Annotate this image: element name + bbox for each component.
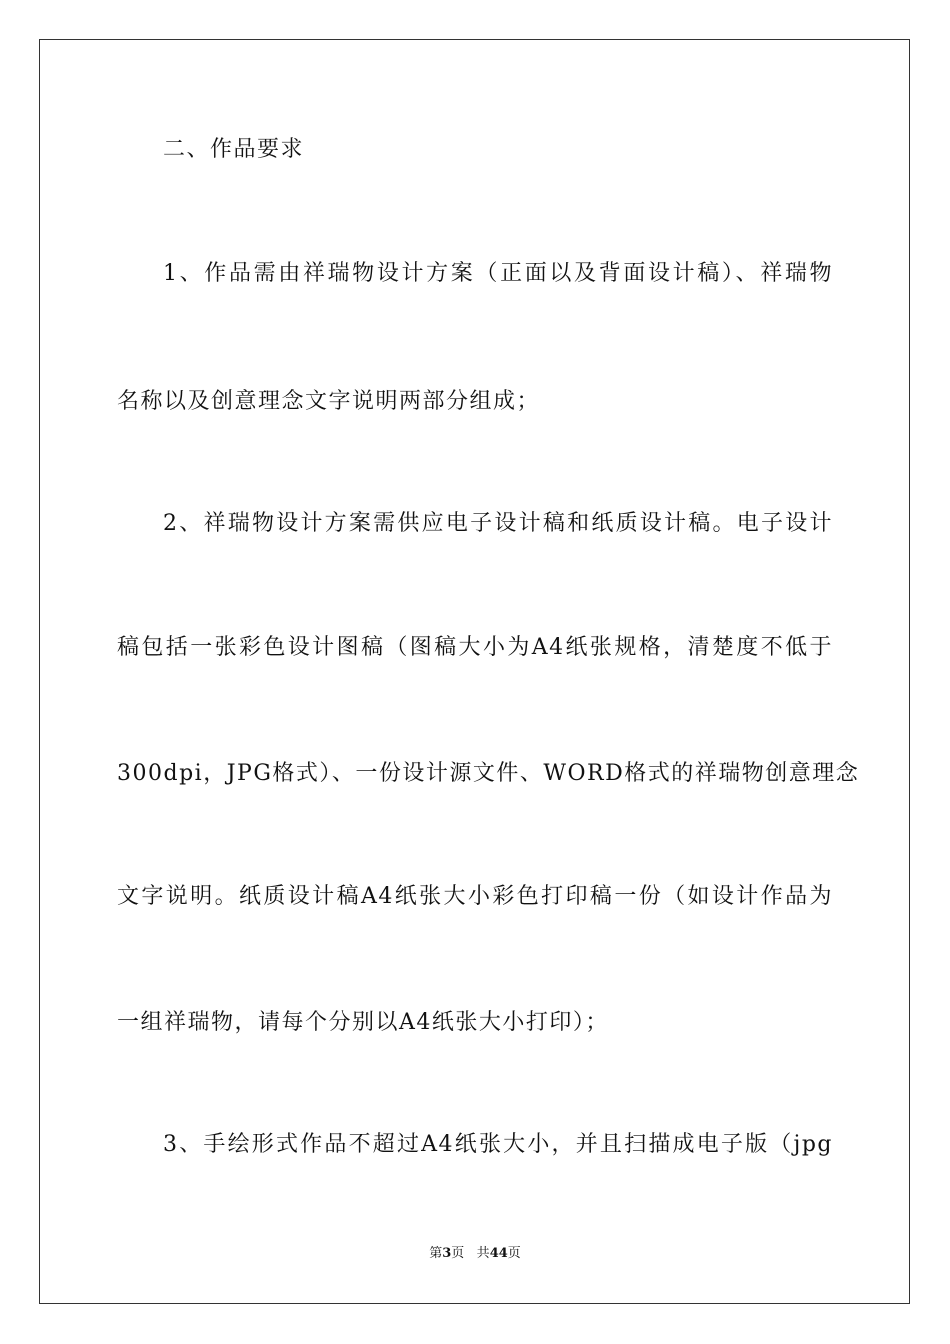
footer-total-suffix: 页 <box>507 1246 521 1261</box>
paragraph-line-1: 1、作品需由祥瑞物设计方案（正面以及背面设计稿）、祥瑞物 <box>163 261 833 286</box>
footer-page-word: 页 <box>451 1246 465 1261</box>
paragraph-line-7: 一组祥瑞物，请每个分别以A4纸张大小打印）； <box>117 1010 609 1035</box>
paragraph-line-3: 2、祥瑞物设计方案需供应电子设计稿和纸质设计稿。电子设计 <box>163 511 833 536</box>
paragraph-line-5: 300dpi，JPG格式）、一份设计源文件、WORD格式的祥瑞物创意理念 <box>117 761 860 786</box>
footer-total-prefix: 共 <box>476 1246 490 1261</box>
paragraph-line-4: 稿包括一张彩色设计图稿（图稿大小为A4纸张规格，清楚度不低于 <box>117 635 833 660</box>
footer-prefix: 第 <box>429 1246 443 1261</box>
paragraph-line-6: 文字说明。纸质设计稿A4纸张大小彩色打印稿一份（如设计作品为 <box>117 884 833 909</box>
paragraph-line-8: 3、手绘形式作品不超过A4纸张大小，并且扫描成电子版（jpg <box>163 1132 833 1157</box>
page-footer <box>0 1245 950 1263</box>
section-heading: 二、作品要求 <box>163 137 305 162</box>
paragraph-line-2: 名称以及创意理念文字说明两部分组成； <box>117 389 541 414</box>
page-border <box>39 39 910 1304</box>
footer-current-page: 3 <box>442 1246 452 1261</box>
footer-total-pages: 44 <box>489 1246 508 1261</box>
